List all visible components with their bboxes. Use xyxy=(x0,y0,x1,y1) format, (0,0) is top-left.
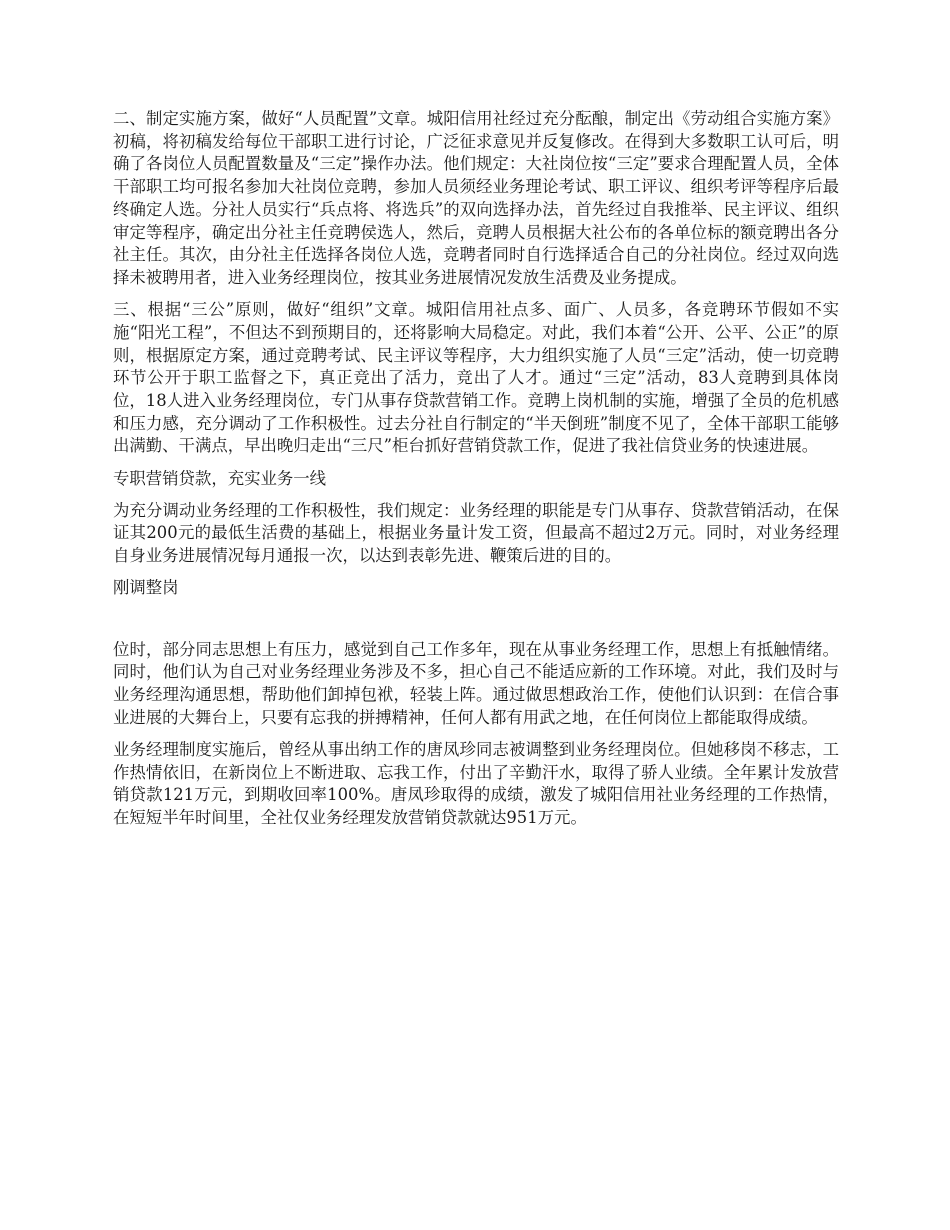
section-heading-marketing-loans: 专职营销贷款，充实业务一线 xyxy=(113,468,327,488)
paragraph-tang-fengzhen: 业务经理制度实施后，曾经从事出纳工作的唐凤珍同志被调整到业务经理岗位。但她移岗不移志，工作热情依旧，在新岗位上不断进取、忘我工作，付出了辛勤汗水，取得了骄人业绩。全年累计发放营销贷款121万元，到期收回率100%。唐凤珍取得的成绩，激发了城阳信用社业务经理的工作热情，在短短半年时间里，全社仅业务经理发放营销贷款就达951万元。 xyxy=(113,739,839,827)
document-page xyxy=(113,108,839,839)
paragraph-fragment-adjustment: 刚调整岗 xyxy=(113,578,179,598)
paragraph-three-principles: 三、根据“三公”原则，做好“组织”文章。城阳信用社点多、面广、人员多，各竞聘环节假如不实施“阳光工程”，不但达不到预期目的，还将影响大局稳定。对此，我们本着“公开、公平、公正”的原则，根据原定方案，通过竞聘考试、民主评议等程序，大力组织实施了人员“三定”活动，使一切竞聘环节公开于职工监督之下，真正竞出了活力，竞出了人才。通过“三定”活动，83人竞聘到具体岗位，18人进入业务经理岗位，专门从事存贷款营销工作。竞聘上岗机制的实施，增强了全员的危机感和压力感，充分调动了工作积极性。过去分社自行制定的“半天倒班”制度不见了，全体干部职工能够出满勤、干满点，早出晚归走出“三尺”柜台抓好营销贷款工作，促进了我社信贷业务的快速进展。 xyxy=(113,300,839,456)
paragraph-mindset-work: 位时，部分同志思想上有压力，感觉到自己工作多年，现在从事业务经理工作，思想上有抵触情绪。同时，他们认为自己对业务经理业务涉及不多，担心自己不能适应新的工作环境。对此，我们及时与业务经理沟通思想，帮助他们卸掉包袱，轻装上阵。通过做思想政治工作，使他们认识到：在信合事业进展的大舞台上，只要有忘我的拼搏精神，任何人都有用武之地，在任何岗位上都能取得成绩。 xyxy=(113,639,839,727)
paragraph-staffing-plan: 二、制定实施方案，做好“人员配置”文章。城阳信用社经过充分酝酿，制定出《劳动组合实施方案》初稿，将初稿发给每位干部职工进行讨论，广泛征求意见并反复修改。在得到大多数职工认可后，明确了各岗位人员配置数量及“三定”操作办法。他们规定：大社岗位按“三定”要求合理配置人员，全体干部职工均可报名参加大社岗位竞聘，参加人员须经业务理论考试、职工评议、组织考评等程序后最终确定人选。分社人员实行“兵点将、将选兵”的双向选择办法，首先经过自我推举、民主评议、组织审定等程序，确定出分社主任竞聘侯选人，然后，竞聘人员根据大社公布的各单位标的额竞聘出各分社主任。其次，由分社主任选择各岗位人选，竞聘者同时自行选择适合自己的分社岗位。经过双向选择未被聘用者，进入业务经理岗位，按其业务进展情况发放生活费及业务提成。 xyxy=(113,109,839,287)
blank-gap xyxy=(113,610,839,639)
paragraph-business-manager-rules: 为充分调动业务经理的工作积极性，我们规定：业务经理的职能是专门从事存、贷款营销活动，在保证其200元的最低生活费的基础上，根据业务量计发工资，但最高不超过2万元。同时，对业务经理自身业务进展情况每月通报一次，以达到表彰先进、鞭策后进的目的。 xyxy=(113,500,839,566)
